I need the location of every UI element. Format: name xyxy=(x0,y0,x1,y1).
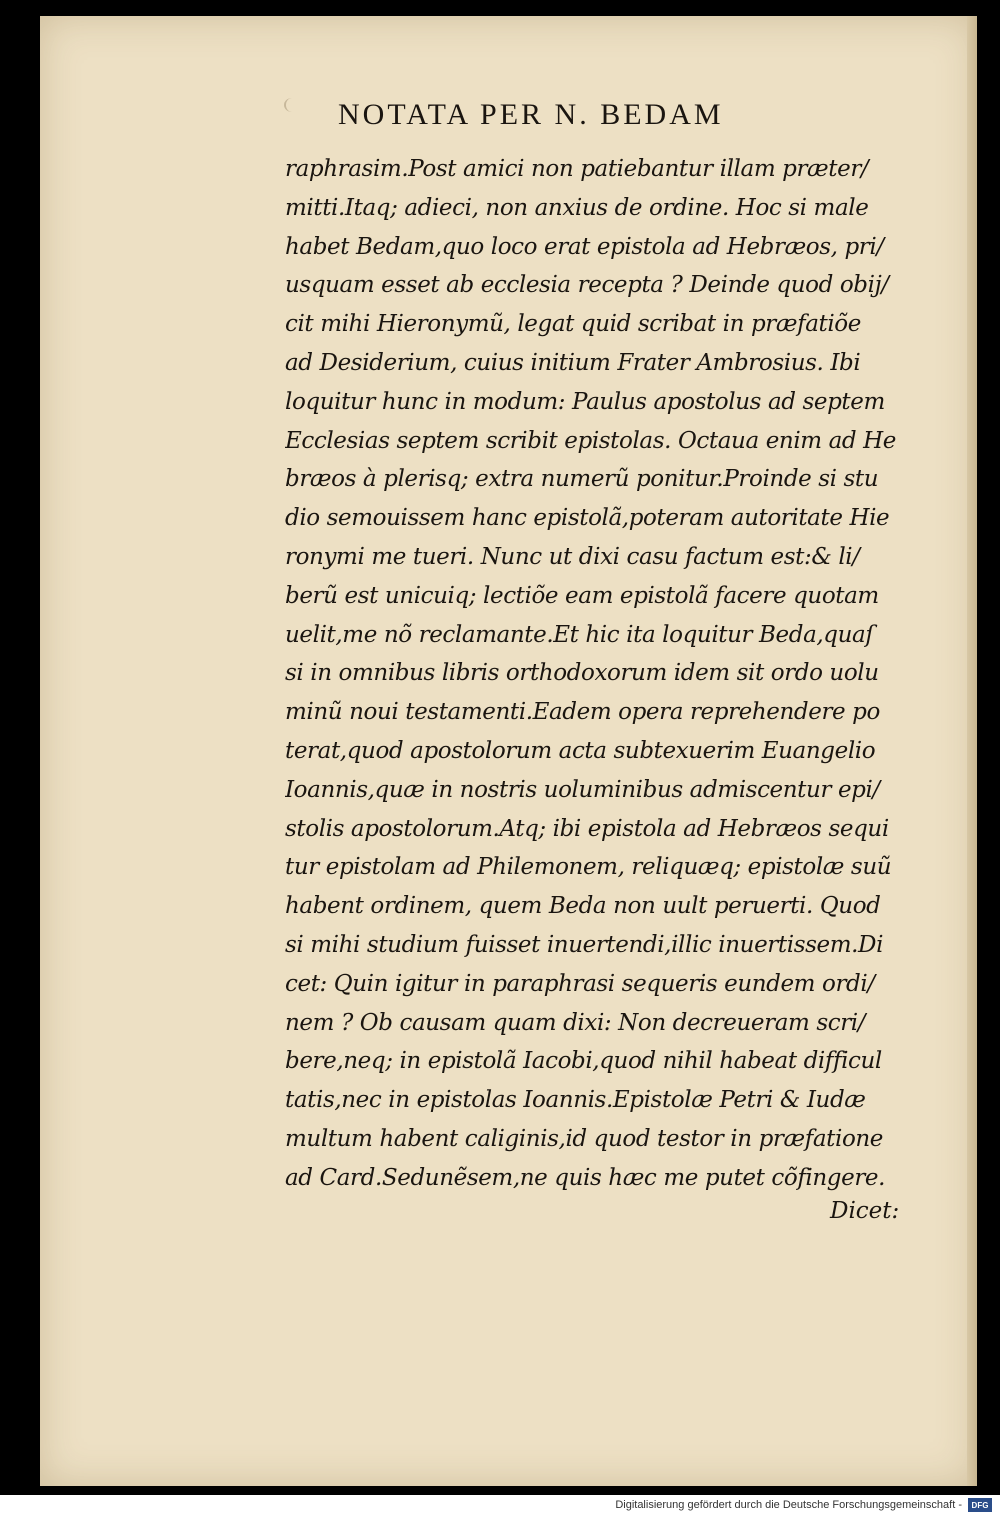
text-line: multum habent caliginis,id quod testor in præfatione xyxy=(285,1125,884,1152)
text-line: usquam esset ab ecclesia recepta ? Deinde quod obij/ xyxy=(285,272,889,299)
text-line: si mihi studium fuisset inuertendi,illic inuertissem.Di xyxy=(285,931,884,958)
footer-bar xyxy=(0,1495,1000,1515)
text-line: berũ est unicuiq; lectiõe eam epistolã facere quotam xyxy=(285,582,879,609)
page-edge xyxy=(967,16,977,1486)
text-line: habet Bedam,quo loco erat epistola ad Hebræos, pri/ xyxy=(285,233,884,260)
dfg-logo: DFG xyxy=(968,1498,992,1512)
text-line: cet: Quin igitur in paraphrasi sequeris eundem ordi/ xyxy=(285,970,875,997)
text-line: ad Desiderium, cuius initium Frater Ambrosius. Ibi xyxy=(285,349,861,376)
text-line: minũ noui testamenti.Eadem opera reprehendere po xyxy=(285,699,880,726)
margin-mark xyxy=(284,98,300,112)
text-line: Ecclesias septem scribit epistolas. Octaua enim ad He xyxy=(285,427,897,454)
text-line: bræos à plerisq; extra numerũ ponitur.Proinde si stu xyxy=(285,466,879,493)
text-block xyxy=(285,150,925,1198)
text-line: cit mihi Hieronymũ, legat quid scribat in præfatiõe xyxy=(285,311,861,338)
catchword: Dicet: xyxy=(830,1198,900,1224)
text-line: mitti.Itaq; adieci, non anxius de ordine. Hoc si male xyxy=(285,194,869,221)
text-line: dio semouissem hanc epistolã,poteram autoritate Hie xyxy=(285,505,890,532)
text-line: terat,quod apostolorum acta subtexuerim Euangelio xyxy=(285,737,876,764)
text-line: si in omnibus libris orthodoxorum idem sit ordo uolu xyxy=(285,660,879,687)
text-line: ronymi me tueri. Nunc ut dixi casu factum est:& li/ xyxy=(285,543,860,570)
text-line: nem ? Ob causam quam dixi: Non decreueram scri/ xyxy=(285,1009,866,1036)
text-line: raphrasim.Post amici non patiebantur illam præter/ xyxy=(285,156,869,182)
text-line: tur epistolam ad Philemonem, reliquæq; epistolæ suũ xyxy=(285,854,892,881)
text-line: stolis apostolorum.Atq; ibi epistola ad Hebræos sequi xyxy=(285,815,889,842)
text-line: loquitur hunc in modum: Paulus apostolus ad septem xyxy=(285,388,885,415)
text-line: Ioannis,quæ in nostris uoluminibus admiscentur epi/ xyxy=(285,776,880,803)
text-line: uelit,me nõ reclamante.Et hic ita loquitur Beda,quaſ xyxy=(285,621,874,648)
text-line: bere,neq; in epistolã Iacobi,quod nihil habeat difficul xyxy=(285,1048,882,1075)
running-head: NOTATA PER N. BEDAM xyxy=(338,98,724,131)
text-line: habent ordinem, quem Beda non uult peruerti. Quod xyxy=(285,893,881,920)
text-line: tatis,nec in epistolas Ioannis.Epistolæ Petri & Iudæ xyxy=(285,1087,866,1114)
text-line: ad Card.Sedunẽsem,ne quis hæc me putet cõfingere. xyxy=(285,1164,886,1191)
funding-notice: Digitalisierung gefördert durch die Deutsche Forschungsgemeinschaft - xyxy=(615,1499,962,1511)
